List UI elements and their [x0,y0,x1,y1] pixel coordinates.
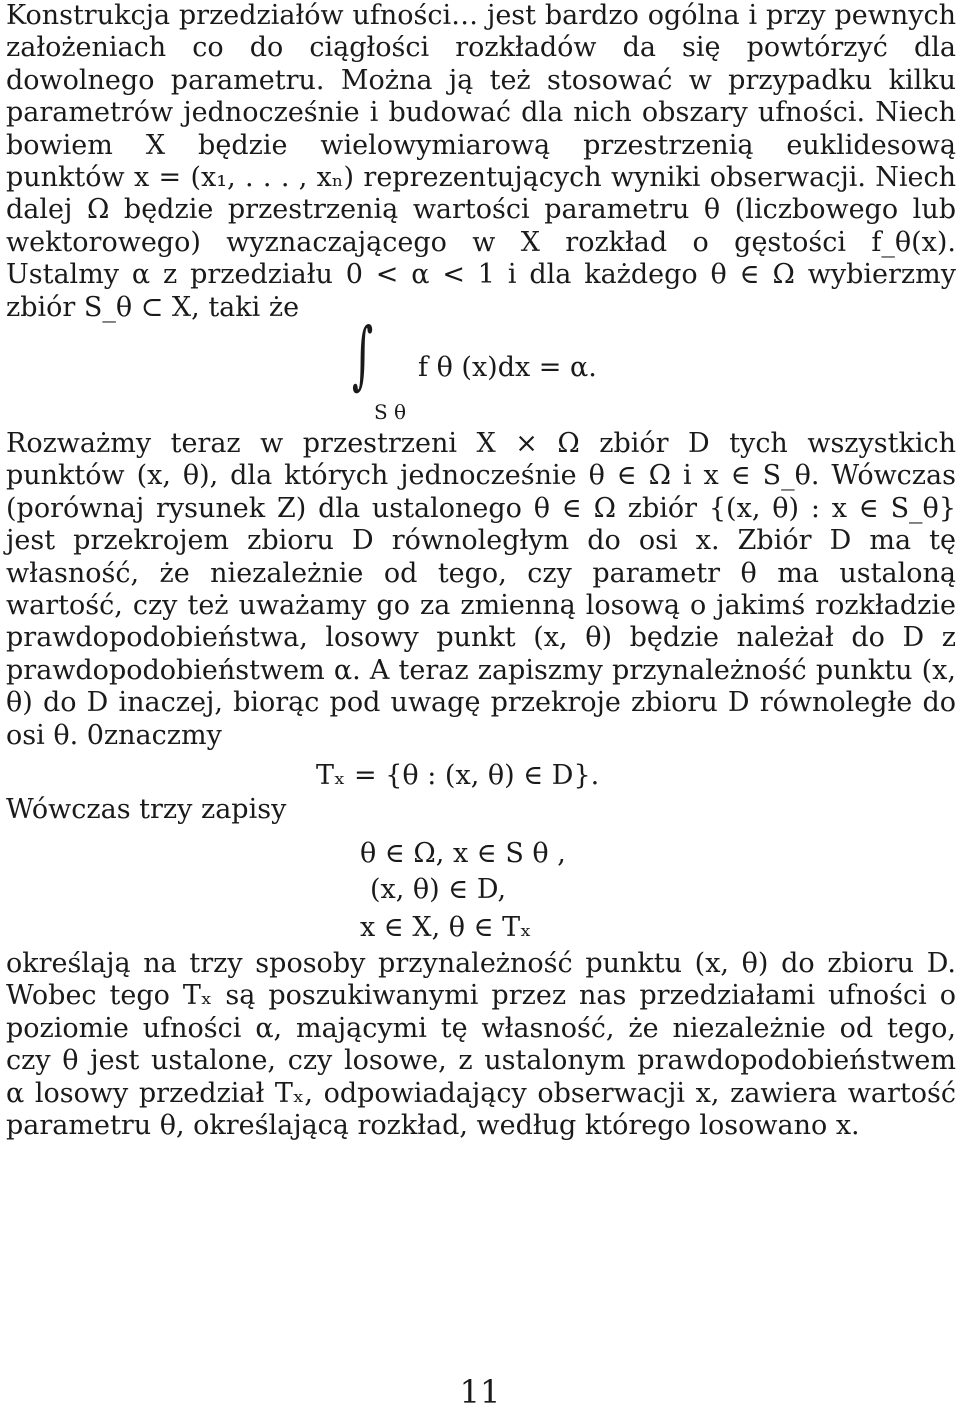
equation-line-3: x ∈ X, θ ∈ Tₓ [360,912,532,943]
equation-line-1: θ ∈ Ω, x ∈ S θ , [360,838,566,869]
paragraph-confidence-construction: Konstrukcja przedziałów ufności… jest bardzo ogólna i przy pewnych założeniach co do ciągłości rozkładów da się powtórzyć dla dowolnego parametru. Można ją też stosować w przypadku kilku parametrów jednocześnie i budować dla nich obszary ufności. Niech bowiem X będzie wielowymiarową przestrzenią euklidesową punktów x = (x₁, . . . , xₙ) reprezentujących wyniki obserwacji. Niech dalej Ω będzie przestrzenią wartości parametru θ (liczbowego lub wektorowego) wyznaczającego w X rozkład o gęstości f_θ(x). Ustalmy α z przedziału 0 < α < 1 i dla każdego θ ∈ Ω wybierzmy zbiór S_θ ⊂ X, taki że [6,0,956,323]
paragraph-set-d: Rozważmy teraz w przestrzeni X × Ω zbiór D tych wszystkich punktów (x, θ), dla których jednocześnie θ ∈ Ω i x ∈ S_θ. Wówczas (porównaj rysunek Z) dla ustalonego θ ∈ Ω zbiór {(x, θ) : x ∈ S_θ} jest przekrojem zbioru D równoległym do osi x. Zbiór D ma tę własność, że niezależnie od tego, czy parametr θ ma ustaloną wartość, czy też uważamy go za zmienną losową o jakimś rozkładzie prawdopodobieństwa, losowy punkt (x, θ) będzie należał do D z prawdopodobieństwem α. A teraz zapiszmy przynależność punktu (x, θ) do D inaczej, biorąc pod uwagę przekroje zbioru D równoległe do osi θ. 0znaczmy [6,428,956,751]
integral-body: f θ (x)dx = α. [418,352,597,383]
paragraph-confidence-intervals: określają na trzy sposoby przynależność punktu (x, θ) do zbioru D. Wobec tego Tₓ są poszukiwanymi przez nas przedziałami ufności o poziomie ufności α, mającymi tę własność, że niezależnie od tego, czy θ jest ustalone, czy losowe, z ustalonym prawdopodobieństwem α losowy przedział Tₓ, odpowiadający obserwacji x, zawiera wartość parametru θ, określającą rozkład, według którego losowano x. [6,948,956,1142]
equation-tx-definition: Tₓ = {θ : (x, θ) ∈ D}. [316,760,600,791]
page-number: 11 [459,1373,501,1411]
equation-line-2: (x, θ) ∈ D, [370,874,507,905]
paragraph-three-notations: Wówczas trzy zapisy [6,794,287,825]
integral-sign: ∫ [352,312,374,398]
integral-lower-limit: S θ [374,400,407,424]
